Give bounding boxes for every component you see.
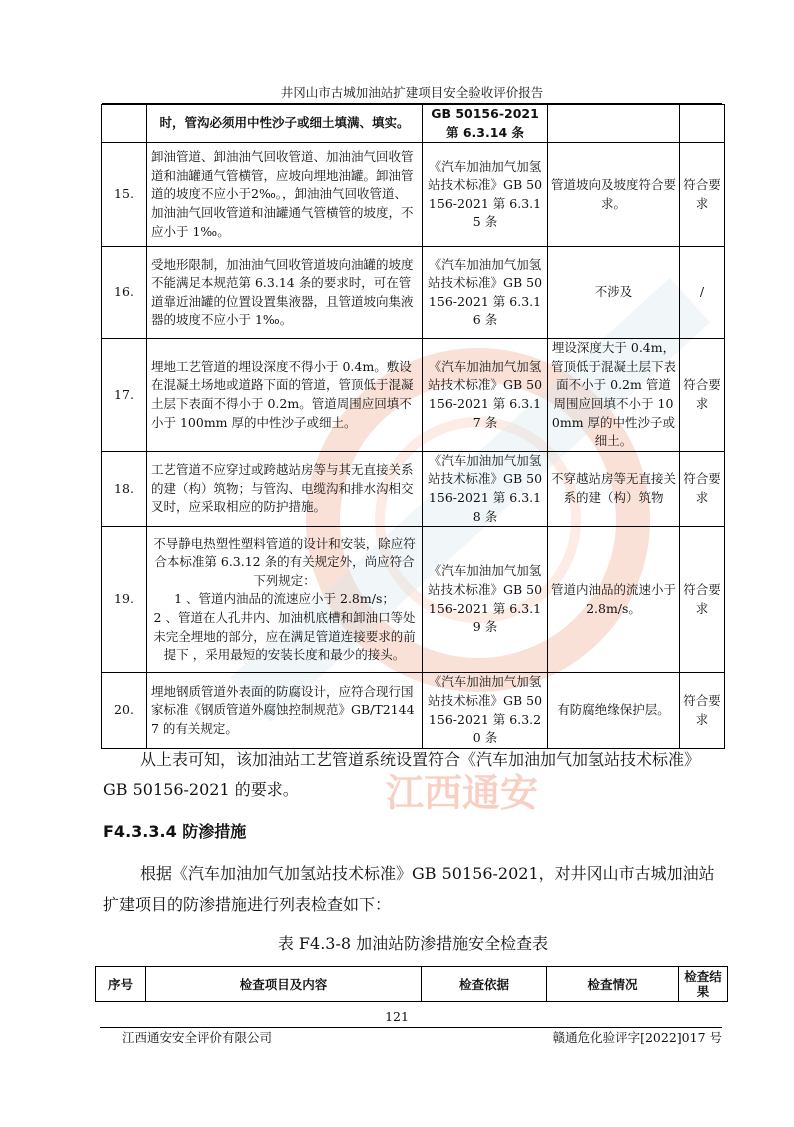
table-row xyxy=(102,105,725,143)
footer-company: 江西通安安全评价有限公司 xyxy=(122,1030,273,1045)
summary-paragraph: 从上表可知，该加油站工艺管道系统设置符合《汽车加油加气加氢站技术标准》GB 50156-2021 的要求。 xyxy=(103,750,701,799)
row-content: 时，管沟必须用中性沙子或细土填满、填实。 xyxy=(147,105,423,143)
row-status: 管道坡向及坡度符合要求。 xyxy=(548,143,680,247)
footer-doc-number: 赣通危化验评字[2022]017 号 xyxy=(552,1030,722,1045)
row-number: 18. xyxy=(102,451,147,526)
intro-paragraph: 根据《汽车加油加气加氢站技术标准》GB 50156-2021，对井冈山市古城加油站扩建项目的防渗措施进行列表检查如下： xyxy=(103,864,715,914)
row-result: 符合要求 xyxy=(680,339,725,452)
row-basis: 《汽车加油加气加氢站技术标准》GB 50156-2021 第 6.3.20 条 xyxy=(423,673,548,749)
footer-rule xyxy=(100,1027,722,1028)
row-status: 管道内油品的流速小于 2.8m/s。 xyxy=(548,527,680,673)
table-row xyxy=(102,451,725,526)
row-result: / xyxy=(680,247,725,339)
table-row xyxy=(102,673,725,749)
row-content: 卸油管道、卸油油气回收管道、加油油气回收管道和油罐通气管横管，应坡向埋地油罐。卸油管道的坡度不应小于2‰。，卸油油气回收管道、加油油气回收管道和油罐通气管横管的坡度，不应小于 1‰。 xyxy=(147,143,423,247)
page-number: 121 xyxy=(385,1009,409,1024)
row-result: 符合要求 xyxy=(680,527,725,673)
row-result: 符合要求 xyxy=(680,451,725,526)
check-table xyxy=(101,104,725,749)
row-basis: 《汽车加油加气加氢站技术标准》GB 50156-2021 第 6.3.16 条 xyxy=(423,247,548,339)
table-header-row xyxy=(96,967,728,1002)
row-basis: 《汽车加油加气加氢站技术标准》GB 50156-2021 第 6.3.18 条 xyxy=(423,451,548,526)
table-row xyxy=(102,527,725,673)
header-content: 检查项目及内容 xyxy=(146,967,422,1002)
row-number: 16. xyxy=(102,247,147,339)
header-basis: 检查依据 xyxy=(422,967,547,1002)
row-number xyxy=(102,105,147,143)
row-status: 不涉及 xyxy=(548,247,680,339)
row-status: 有防腐绝缘保护层。 xyxy=(548,673,680,749)
table-caption: 表 F4.3-8 加油站防渗措施安全检查表 xyxy=(277,934,549,953)
row-status xyxy=(548,105,680,143)
row-basis: 《汽车加油加气加氢站技术标准》GB 50156-2021 第 6.3.15 条 xyxy=(423,143,548,247)
table-row xyxy=(102,247,725,339)
watermark-text: 江西通安 xyxy=(386,771,539,815)
row-result: 符合要求 xyxy=(680,673,725,749)
row-basis: 《汽车加油加气加氢站技术标准》GB 50156-2021 第 6.3.17 条 xyxy=(423,339,548,452)
anti-seepage-table xyxy=(95,966,728,1002)
header-no: 序号 xyxy=(96,967,146,1002)
row-status: 不穿越站房等无直接关系的建（构）筑物 xyxy=(548,451,680,526)
header-result: 检查结果 xyxy=(679,967,728,1002)
row-basis: GB 50156-2021 第 6.3.14 条 xyxy=(423,105,548,143)
check-table-body xyxy=(102,105,725,749)
row-number: 15. xyxy=(102,143,147,247)
row-result xyxy=(680,105,725,143)
row-status: 埋设深度大于 0.4m，管顶低于混凝土层下表面不小于 0.2m 管道周围应回填不小于 100mm 厚的中性沙子或细土。 xyxy=(548,339,680,452)
row-result: 符合要求 xyxy=(680,143,725,247)
section-heading: F4.3.3.4 防渗措施 xyxy=(103,822,247,841)
table-row xyxy=(102,339,725,452)
row-content: 不导静电热塑性塑料管道的设计和安装，除应符合本标准第 6.3.12 条的有关规定外，尚应符合下列规定： 1 、管道内油品的流速应小于 2.8m/s； 2 、管道在人孔井内、加油机底槽和卸油口等处未完全埋地的部分，应在满足管道连接要求的前提下 ，采用最短的安装长度和最少的接头。 xyxy=(147,527,423,673)
page-header: 井冈山市古城加油站扩建项目安全验收评价报告 xyxy=(280,85,544,100)
table-row xyxy=(102,143,725,247)
row-number: 19. xyxy=(102,527,147,673)
header-status: 检查情况 xyxy=(547,967,679,1002)
row-content: 埋地钢质管道外表面的防腐设计，应符合现行国家标准《钢质管道外腐蚀控制规范》GB/T21447 的有关规定。 xyxy=(147,673,423,749)
row-content: 工艺管道不应穿过或跨越站房等与其无直接关系的建（构）筑物；与管沟、电缆沟和排水沟相交叉时，应采取相应的防护措施。 xyxy=(147,451,423,526)
row-number: 17. xyxy=(102,339,147,452)
row-content: 埋地工艺管道的埋设深度不得小于 0.4m。敷设在混凝土场地或道路下面的管道，管顶低于混凝土层下表面不得小于 0.2m。管道周围应回填不小于 100mm 厚的中性沙子或细土。 xyxy=(147,339,423,452)
row-content: 受地形限制，加油油气回收管道坡向油罐的坡度不能满足本规范第 6.3.14 条的要求时，可在管道靠近油罐的位置设置集液器，且管道坡向集液器的坡度不应小于 1‰。 xyxy=(147,247,423,339)
row-basis: 《汽车加油加气加氢站技术标准》GB 50156-2021 第 6.3.19 条 xyxy=(423,527,548,673)
row-number: 20. xyxy=(102,673,147,749)
